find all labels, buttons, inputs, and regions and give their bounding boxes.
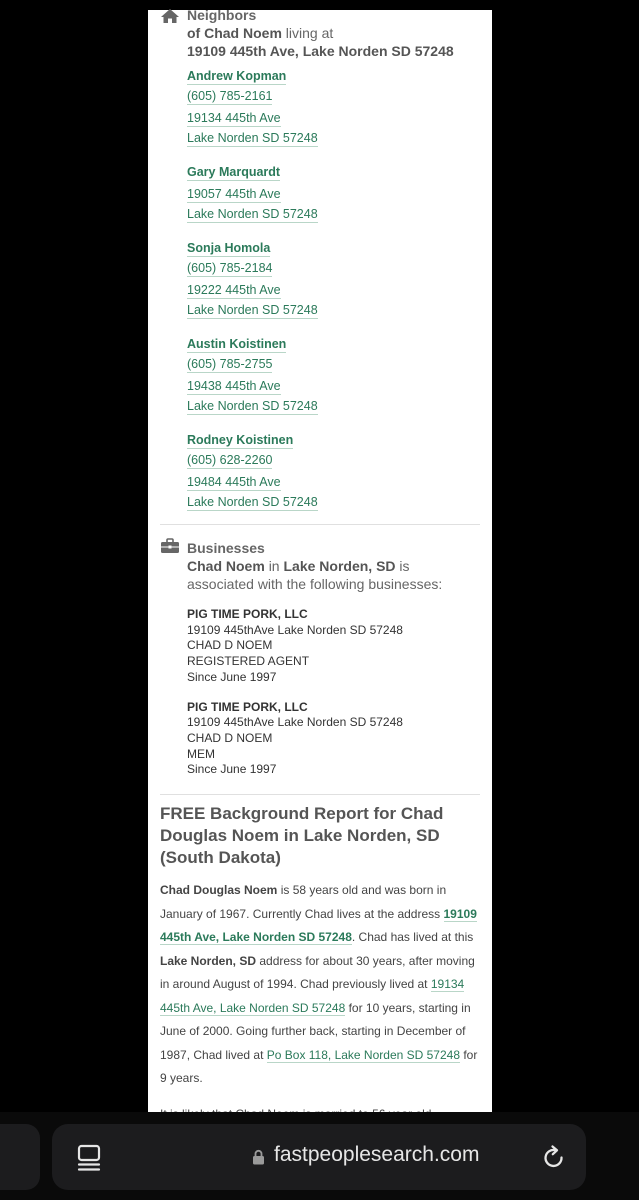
business-address: 19109 445thAve Lake Norden SD 57248 [187, 715, 403, 730]
neighbor-entry [160, 165, 480, 223]
neighbor-city-link[interactable]: Lake Norden SD 57248 [187, 303, 318, 317]
neighbor-name-link[interactable]: Andrew Kopman [187, 69, 287, 83]
web-page [148, 7, 492, 1112]
neighbor-city-link[interactable]: Lake Norden SD 57248 [187, 131, 318, 145]
business-officer: CHAD D NOEM [187, 638, 273, 653]
business-role: MEM [187, 746, 215, 761]
neighbor-phone-link[interactable]: (605) 785-2755 [187, 357, 273, 371]
neighbor-street-link[interactable]: 19438 445th Ave [187, 379, 281, 393]
po-box-link[interactable]: Po Box 118, Lake Norden SD 57248 [266, 1047, 460, 1062]
neighbors-header [160, 6, 480, 60]
neighbor-name-link[interactable]: Sonja Homola [187, 241, 271, 255]
address-bar[interactable] [52, 1124, 586, 1190]
business-entry [160, 700, 480, 779]
divider [160, 794, 480, 795]
neighbor-entry [160, 337, 480, 415]
neighbor-city-link[interactable]: Lake Norden SD 57248 [187, 399, 318, 413]
neighbor-entry [160, 433, 480, 511]
neighbors-subtitle: of Chad Noem living at 19109 445th Ave, Lake Norden SD 57248 [187, 25, 454, 59]
neighbor-street-link[interactable]: 19134 445th Ave [187, 111, 281, 125]
neighbor-city-link[interactable]: Lake Norden SD 57248 [187, 495, 318, 509]
previous-tab-pill[interactable] [0, 1124, 40, 1190]
neighbor-phone-link[interactable]: (605) 785-2161 [187, 89, 273, 103]
neighbor-phone-link[interactable]: (605) 785-2184 [187, 261, 273, 275]
neighbors-title: Neighbors [187, 7, 257, 23]
neighbor-street-link[interactable]: 19222 445th Ave [187, 283, 281, 297]
report-heading: FREE Background Report for Chad Douglas Noem in Lake Norden, SD (South Dakota) [160, 804, 444, 868]
neighbor-entry [160, 241, 480, 319]
neighbor-name-link[interactable]: Austin Koistinen [187, 337, 287, 351]
business-entry [160, 607, 480, 686]
business-role: REGISTERED AGENT [187, 654, 310, 669]
neighbor-street-link[interactable]: 19057 445th Ave [187, 187, 281, 201]
business-officer: CHAD D NOEM [187, 730, 273, 745]
report-paragraph: Chad Douglas Noem is 58 years old and was born in January of 1967. Currently Chad lives at the address 19109 445th Ave, Lake Norden SD 57248. Chad has lived at this Lake Norden, SD address for about 30 years, after moving in around August of 1994. Chad previously lived at 19134 445th Ave, Lake Norden SD 57248 for 10 years, starting in June of 2000. Going further back, starting in December of 1987, Chad lived at Po Box 118, Lake Norden SD 57248 for 9 years. [160, 883, 478, 1086]
neighbor-street-link[interactable]: 19484 445th Ave [187, 475, 281, 489]
briefcase-icon [160, 538, 180, 554]
businesses-title: Businesses [187, 540, 265, 556]
page-content [160, 7, 480, 1150]
neighbor-list [160, 69, 480, 511]
browser-bottom-bar [0, 1112, 639, 1200]
url-text[interactable]: fastpeoplesearch.com [274, 1143, 480, 1166]
previous-address-link[interactable]: 19134 445th Ave, Lake Norden SD 57248 [160, 977, 465, 1015]
business-address: 19109 445thAve Lake Norden SD 57248 [187, 622, 403, 637]
address-link[interactable]: 19109 445th Ave, Lake Norden SD 57248 [160, 906, 477, 945]
business-name: PIG TIME PORK, LLC [187, 607, 308, 621]
neighbors-address: 19109 445th Ave, Lake Norden SD 57248 [187, 43, 454, 59]
business-list [160, 607, 480, 778]
business-since: Since June 1997 [187, 762, 277, 777]
tabs-icon[interactable] [76, 1144, 104, 1172]
home-icon [160, 8, 180, 24]
neighbor-phone-link[interactable]: (605) 628-2260 [187, 453, 273, 467]
business-name: PIG TIME PORK, LLC [187, 699, 308, 714]
lock-icon [252, 1149, 265, 1165]
neighbor-entry [160, 69, 480, 147]
neighbor-name-link[interactable]: Gary Marquardt [187, 165, 281, 179]
businesses-subtitle: Chad Noem in Lake Norden, SD is associated with the following businesses: [187, 558, 443, 592]
neighbor-name-link[interactable]: Rodney Koistinen [187, 433, 294, 447]
neighbor-city-link[interactable]: Lake Norden SD 57248 [187, 207, 318, 221]
businesses-header [160, 539, 480, 593]
divider [160, 524, 480, 525]
reload-icon[interactable] [540, 1144, 568, 1172]
business-since: Since June 1997 [187, 669, 277, 684]
